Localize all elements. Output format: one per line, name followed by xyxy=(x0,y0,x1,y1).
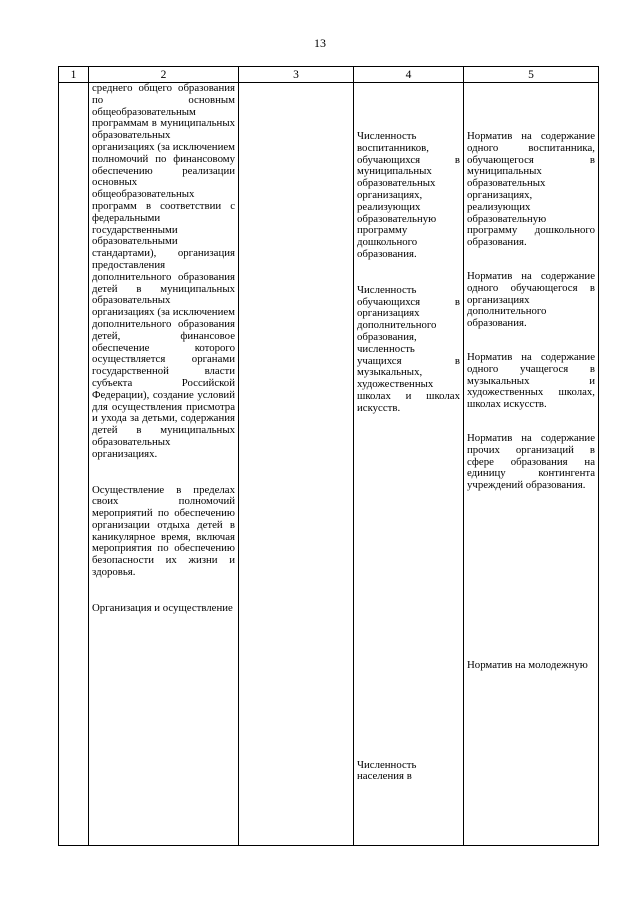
cell-col-5 xyxy=(464,83,599,846)
header-col-4: 4 xyxy=(354,67,464,83)
table-row xyxy=(59,83,599,846)
col5-text-4: Норматив на содержание прочих организаций в сфере образования на единицу контингента учреждений образования. xyxy=(467,431,595,492)
col4-text-2: Численность обучающихся в организациях дополнительного образования, численность учащихся в музыкальных, художественных школах и школах искусств. xyxy=(357,283,460,414)
col5-text-3: Норматив на содержание одного учащегося в музыкальных и художественных школах, школах искусств. xyxy=(467,350,595,411)
col5-text-1: Норматив на содержание одного воспитанника, обучающегося в муниципальных образовательных организациях, реализующих образовательную программу дошкольного образования. xyxy=(467,130,595,249)
col4-text-1: Численность воспитанников, обучающихся в муниципальных образовательных организациях, реализующих образовательную программу дошкольного образования. xyxy=(357,130,460,260)
col5-text-5: Норматив на молодежную xyxy=(467,658,588,671)
col2-text-1: среднего общего образования по основным общеобразовательным программам в муниципальных образовательных организациях (за исключением полномочий по финансовому обеспечению реализации основных общеобразовательных программ в соответствии с федеральными государственными образовательными стандартами), организация предоставления дополнительного образования детей в муниципальных образовательных организациях (за исключением дополнительного образования детей, финансовое обеспечение которого осуществляется органами государственной власти субъекта Российской Федерации), создание условий для осуществления присмотра и ухода за детьми, содержания детей в муниципальных образовательных организациях. xyxy=(92,82,235,460)
cell-col-3 xyxy=(239,83,354,846)
header-col-2: 2 xyxy=(89,67,239,83)
header-col-1: 1 xyxy=(59,67,89,83)
page-number: 13 xyxy=(314,36,326,50)
cell-col-2 xyxy=(89,83,239,846)
header-col-3: 3 xyxy=(239,67,354,83)
cell-col-4 xyxy=(354,83,464,846)
col5-text-2: Норматив на содержание одного обучающегося в организациях дополнительного образования. xyxy=(467,269,595,330)
cell-col-1 xyxy=(59,83,89,846)
normatives-table xyxy=(58,66,599,846)
header-col-5: 5 xyxy=(464,67,599,83)
table-header-row xyxy=(59,67,599,83)
col2-text-2: Осуществление в пределах своих полномочий мероприятий по обеспечению организации отдыха детей в каникулярное время, включая мероприятия по обеспечению безопасности их жизни и здоровья. xyxy=(92,483,235,579)
col2-text-3: Организация и осуществление xyxy=(92,601,233,614)
col4-text-3: Численность населения в xyxy=(357,758,417,783)
